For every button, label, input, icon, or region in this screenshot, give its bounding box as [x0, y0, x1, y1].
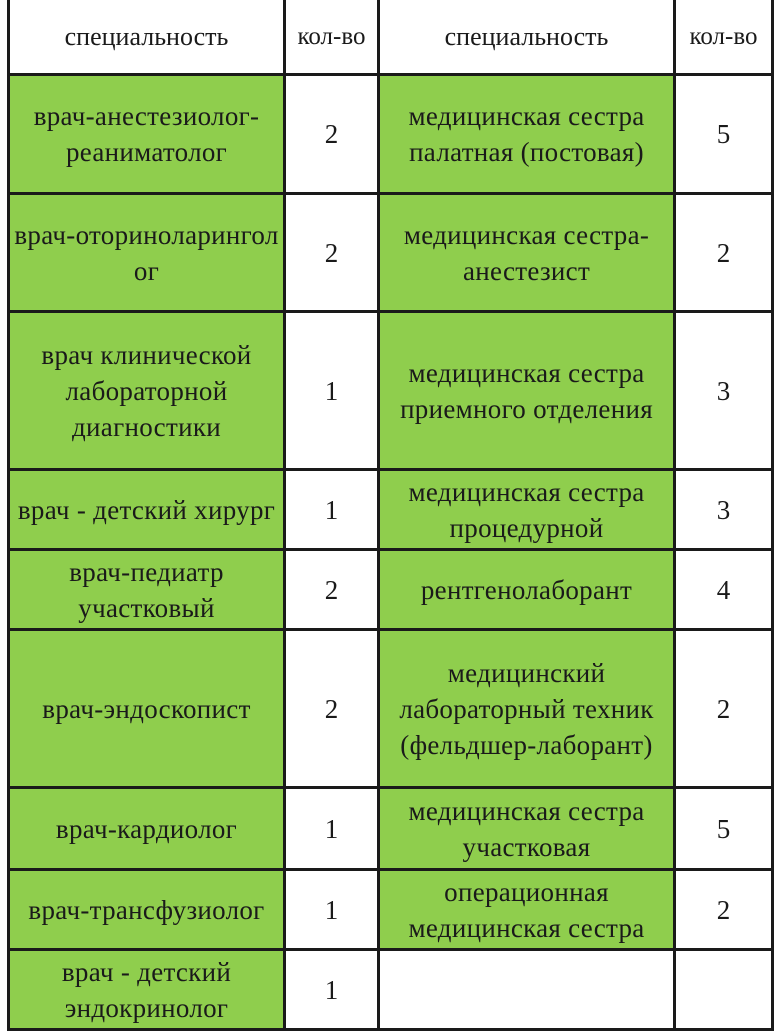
- table-row: [9, 470, 773, 550]
- right-specialty: медицинский лабораторный техник (фельдшер-лаборант): [379, 630, 675, 788]
- right-specialty: операционная медицинская сестра: [379, 870, 675, 950]
- header-qty-left: кол-во: [285, 0, 379, 75]
- left-qty: 1: [285, 870, 379, 950]
- left-qty: 2: [285, 550, 379, 630]
- right-specialty: медицинская сестра палатная (постовая): [379, 75, 675, 194]
- left-qty: 2: [285, 630, 379, 788]
- table-row: [9, 950, 773, 1030]
- right-specialty: медицинская сестра участковая: [379, 788, 675, 870]
- right-qty-empty: [675, 950, 773, 1030]
- vacancies-table: [7, 0, 774, 1031]
- right-qty: 5: [675, 75, 773, 194]
- left-specialty: врач - детский эндокринолог: [9, 950, 285, 1030]
- left-qty: 1: [285, 788, 379, 870]
- right-qty: 3: [675, 312, 773, 470]
- left-qty: 2: [285, 75, 379, 194]
- table-row: [9, 194, 773, 312]
- header-row: [9, 0, 773, 75]
- left-specialty: врач-трансфузиолог: [9, 870, 285, 950]
- right-specialty: медицинская сестра-анестезист: [379, 194, 675, 312]
- left-specialty: врач-кардиолог: [9, 788, 285, 870]
- left-qty: 1: [285, 950, 379, 1030]
- table-row: [9, 550, 773, 630]
- header-specialty-left: специальность: [9, 0, 285, 75]
- left-specialty: врач-эндоскопист: [9, 630, 285, 788]
- left-specialty: врач - детский хирург: [9, 470, 285, 550]
- left-specialty: врач клинической лабораторной диагностики: [9, 312, 285, 470]
- right-specialty: рентгенолаборант: [379, 550, 675, 630]
- left-specialty: врач-педиатр участковый: [9, 550, 285, 630]
- header-qty-right: кол-во: [675, 0, 773, 75]
- right-qty: 3: [675, 470, 773, 550]
- left-qty: 2: [285, 194, 379, 312]
- right-specialty: медицинская сестра приемного отделения: [379, 312, 675, 470]
- right-qty: 5: [675, 788, 773, 870]
- table-row: [9, 788, 773, 870]
- right-qty: 2: [675, 870, 773, 950]
- table-row: [9, 630, 773, 788]
- table-row: [9, 75, 773, 194]
- left-qty: 1: [285, 312, 379, 470]
- left-qty: 1: [285, 470, 379, 550]
- right-specialty: медицинская сестра процедурной: [379, 470, 675, 550]
- header-specialty-right: специальность: [379, 0, 675, 75]
- table-row: [9, 312, 773, 470]
- right-qty: 4: [675, 550, 773, 630]
- left-specialty: врач-анестезиолог-реаниматолог: [9, 75, 285, 194]
- right-specialty-empty: [379, 950, 675, 1030]
- right-qty: 2: [675, 194, 773, 312]
- table-row: [9, 870, 773, 950]
- left-specialty: врач-оториноларинголог: [9, 194, 285, 312]
- right-qty: 2: [675, 630, 773, 788]
